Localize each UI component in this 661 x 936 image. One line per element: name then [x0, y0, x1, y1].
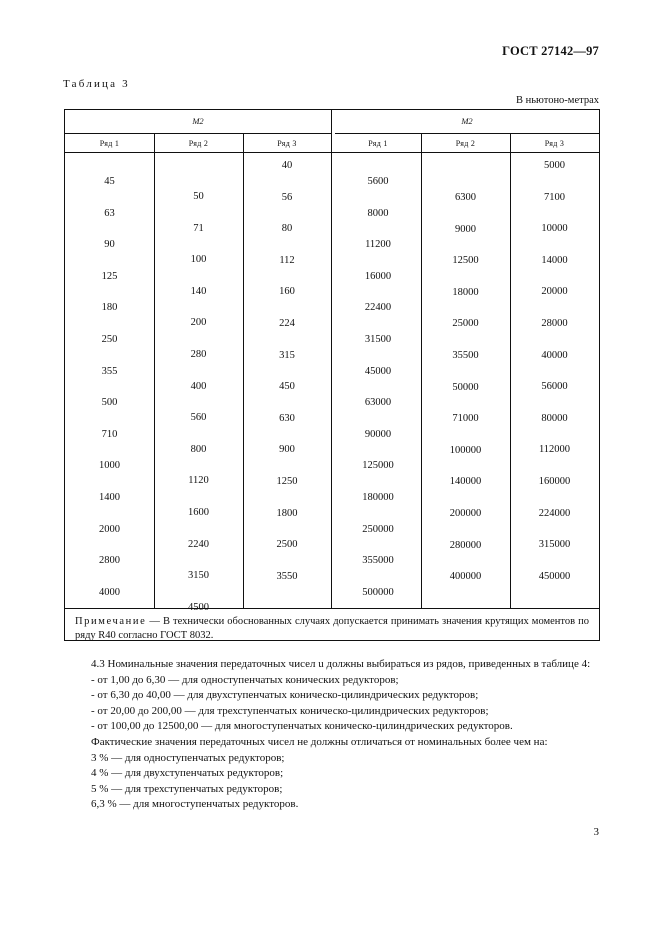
column-header: Ряд 1: [368, 139, 388, 148]
table-cell: 1000: [99, 460, 120, 472]
table-cell: 35500: [452, 350, 479, 361]
table-cell: 63: [104, 207, 115, 219]
column-header: Ряд 2: [455, 139, 476, 148]
note-label: Примечание: [75, 616, 147, 627]
standard-header: ГОСТ 27142—97: [502, 44, 599, 58]
table-cell: 160: [279, 286, 295, 298]
table-cell: 45: [104, 176, 115, 187]
table-cell: 8000: [367, 207, 389, 219]
table-unit: В ньютоно-метрах: [516, 95, 599, 106]
table-cell: 315000: [538, 539, 571, 551]
table-cell: 80000: [541, 412, 568, 424]
table-cell: 900: [279, 444, 295, 456]
table-cell: 45000: [364, 365, 392, 377]
table-cell: 224000: [538, 507, 571, 519]
table-cell: 224: [279, 318, 295, 329]
table-caption: Таблица 3: [63, 78, 130, 90]
table-cell: 200: [190, 317, 207, 329]
table-cell: 160000: [538, 476, 571, 487]
table-cell: 2800: [99, 555, 120, 567]
table-cell: 100: [190, 254, 207, 266]
column-rule: [421, 133, 422, 608]
table-cell: 500: [101, 397, 118, 409]
table-cell: 7100: [544, 191, 565, 203]
table-cell: 80: [281, 223, 293, 235]
body-text: [63, 657, 599, 813]
table-cell: 16000: [364, 270, 392, 282]
header-rule: [65, 152, 599, 153]
table-cell: 200000: [449, 508, 482, 519]
table-cell: 31500: [364, 334, 392, 345]
paragraph-4-3: 4.3 Номинальные значения передаточных чисел u должны выбираться из рядов, приведенных в таблице 4:: [91, 658, 591, 670]
table-cell: 450: [279, 381, 295, 393]
table-cell: 140000: [449, 476, 482, 488]
page-number: 3: [593, 826, 599, 838]
table-cell: 3550: [276, 570, 298, 582]
column-rule: [154, 133, 155, 608]
group-divider: [331, 110, 332, 608]
table-cell: 180000: [362, 492, 394, 503]
column-rule: [243, 133, 244, 608]
table-cell: 4000: [99, 586, 120, 598]
table-note: [75, 615, 589, 643]
table-cell: 112000: [538, 444, 571, 456]
table-cell: 280000: [449, 539, 482, 551]
table-cell: 450000: [538, 570, 571, 582]
table-cell: 710: [101, 428, 118, 440]
list-item: 3 % — для одноступенчатых редукторов;: [91, 751, 285, 764]
table-cell: 500000: [362, 586, 394, 598]
table-cell: 14000: [541, 254, 568, 266]
table-cell: 250: [101, 334, 118, 345]
table-cell: 90000: [364, 428, 392, 440]
table-cell: 6300: [455, 192, 476, 203]
table-cell: 3150: [188, 570, 209, 582]
table-cell: 800: [190, 443, 207, 455]
table-cell: 1250: [276, 476, 298, 487]
table-cell: 125: [101, 270, 118, 282]
table-cell: 1800: [276, 507, 298, 519]
table-cell: 355: [101, 365, 118, 377]
table-cell: 90: [104, 239, 115, 251]
table-cell: 50: [193, 191, 204, 202]
group-header-right: M2: [461, 116, 473, 126]
table-cell: 5000: [544, 160, 565, 171]
list-item: - от 20,00 до 200,00 — для трехступенчатых коническо-цилиндрических редукторов;: [91, 704, 489, 717]
table-cell: 71000: [452, 413, 479, 425]
column-header: Ряд 2: [188, 139, 209, 148]
note-text: — В технически обоснованных случаях допускается принимать значения крутящих моментов по ряду R40 согласно ГОСТ 8032.: [75, 616, 589, 641]
note-rule: [65, 608, 599, 609]
table-cell: 40000: [541, 349, 568, 361]
list-item: - от 6,30 до 40,00 — для двухступенчатых коническо-цилиндрических редукторов;: [91, 689, 479, 702]
group-header-left: M2: [192, 116, 204, 126]
header-rule: [65, 133, 331, 134]
table-cell: 355000: [362, 555, 394, 567]
table-cell: 18000: [452, 286, 479, 298]
table-cell: 1120: [188, 475, 209, 487]
table-cell: 40: [281, 160, 293, 171]
header-rule: [335, 133, 599, 134]
table-cell: 1600: [188, 507, 209, 518]
table-cell: 56: [281, 191, 293, 203]
table-cell: 10000: [541, 223, 568, 235]
table-cell: 630: [279, 412, 295, 424]
table-cell: 1400: [99, 492, 120, 503]
table-cell: 71: [193, 222, 204, 234]
table-cell: 5600: [367, 176, 389, 187]
table-cell: 25000: [452, 318, 479, 330]
table-cell: 180: [101, 302, 118, 314]
table-cell: 400000: [449, 571, 482, 583]
data-table: [64, 109, 600, 641]
table-cell: 50000: [452, 381, 479, 393]
table-cell: 250000: [362, 523, 394, 535]
table-cell: 56000: [541, 381, 568, 393]
list-item: 4 % — для двухступенчатых редукторов;: [91, 767, 284, 780]
table-cell: 315: [279, 349, 295, 361]
table-cell: 4500: [188, 601, 209, 613]
table-cell: 400: [190, 380, 207, 392]
table-cell: 125000: [362, 460, 394, 472]
table-cell: 560: [190, 412, 207, 424]
column-rule: [510, 133, 511, 608]
table-cell: 63000: [364, 397, 392, 409]
table-cell: 140: [190, 285, 207, 297]
table-cell: 9000: [455, 223, 476, 235]
table-cell: 100000: [449, 444, 482, 456]
column-header: Ряд 3: [544, 139, 565, 148]
column-header: Ряд 1: [99, 139, 120, 148]
table-cell: 2000: [99, 523, 120, 535]
table-cell: 112: [279, 254, 295, 266]
column-header: Ряд 3: [277, 139, 297, 148]
table-cell: 20000: [541, 286, 568, 298]
table-cell: 280: [190, 349, 207, 360]
list-item: - от 1,00 до 6,30 — для одноступенчатых конических редукторов;: [91, 673, 399, 686]
table-cell: 12500: [452, 255, 479, 267]
table-cell: 22400: [364, 302, 392, 314]
paragraph-deviation: Фактические значения передаточных чисел не должны отличаться от номинальных более чем на:: [91, 735, 548, 748]
list-item: 6,3 % — для многоступенчатых редукторов.: [91, 798, 299, 811]
list-item: 5 % — для трехступенчатых редукторов;: [91, 782, 283, 795]
table-cell: 2500: [276, 539, 298, 551]
table-cell: 2240: [188, 538, 209, 550]
list-item: - от 100,00 до 12500,00 — для многоступенчатых коническо-цилиндрических редукторов.: [91, 720, 513, 733]
table-cell: 11200: [365, 239, 391, 251]
table-cell: 28000: [541, 318, 568, 329]
